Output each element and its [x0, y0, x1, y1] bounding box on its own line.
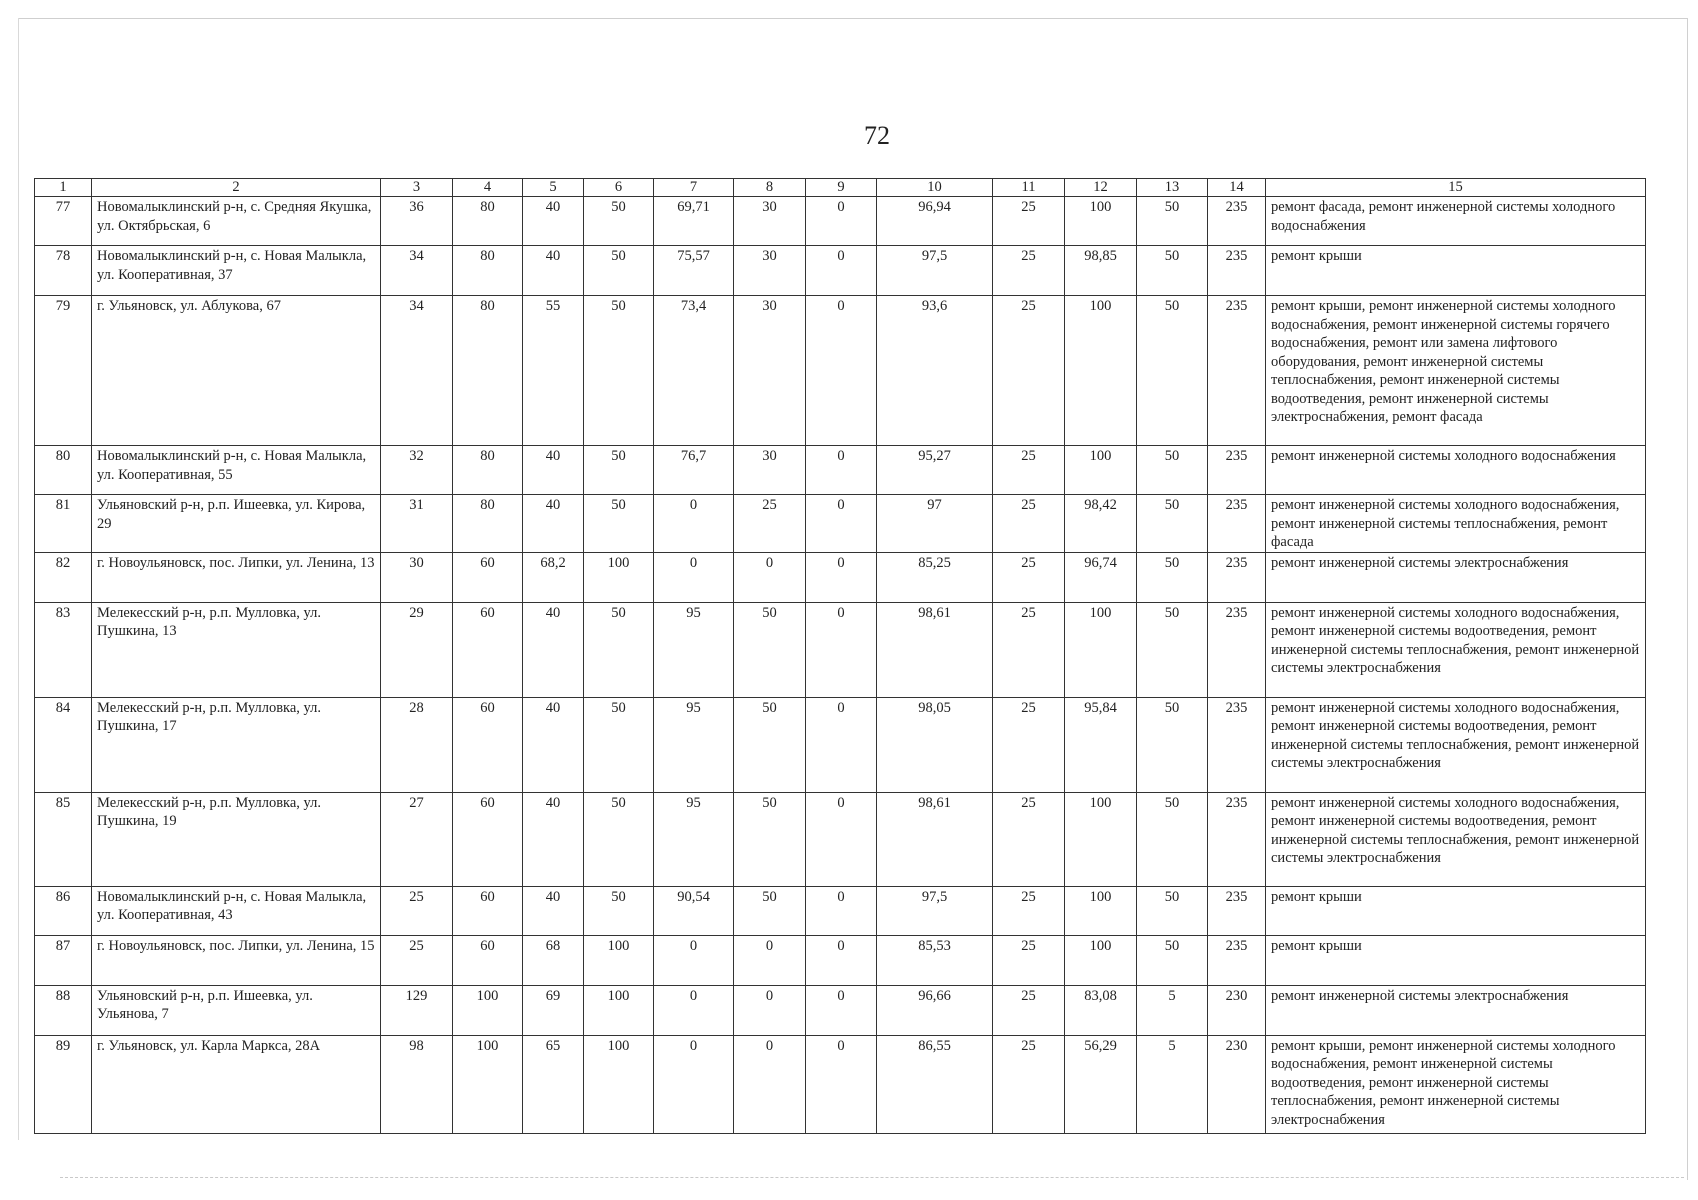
address-cell: Мелекесский р-н, р.п. Мулловка, ул. Пушкина, 13	[92, 602, 381, 697]
value-cell-c5: 40	[523, 886, 584, 935]
value-cell-c7: 69,71	[654, 197, 734, 246]
value-cell-c9: 0	[806, 697, 877, 792]
value-cell-c3: 30	[381, 552, 453, 602]
value-cell-c8: 25	[734, 495, 806, 553]
value-cell-c14: 235	[1208, 886, 1266, 935]
value-cell-c11: 25	[993, 197, 1065, 246]
value-cell-c13: 50	[1137, 552, 1208, 602]
value-cell-c10: 98,61	[877, 792, 993, 886]
value-cell-c6: 100	[584, 935, 654, 985]
value-cell-c14: 235	[1208, 552, 1266, 602]
value-cell-c3: 29	[381, 602, 453, 697]
value-cell-c10: 97,5	[877, 886, 993, 935]
value-cell-c7: 95	[654, 792, 734, 886]
work-type-cell: ремонт крыши	[1266, 886, 1646, 935]
work-type-cell: ремонт крыши	[1266, 935, 1646, 985]
value-cell-c12: 96,74	[1065, 552, 1137, 602]
address-cell: г. Новоульяновск, пос. Липки, ул. Ленина, 15	[92, 935, 381, 985]
value-cell-c9: 0	[806, 985, 877, 1035]
value-cell-c13: 50	[1137, 792, 1208, 886]
value-cell-c9: 0	[806, 296, 877, 446]
address-cell: Новомалыклинский р-н, с. Средняя Якушка, ул. Октябрьская, 6	[92, 197, 381, 246]
col-header: 3	[381, 179, 453, 197]
value-cell-c6: 50	[584, 446, 654, 495]
value-cell-c8: 50	[734, 792, 806, 886]
work-type-cell: ремонт инженерной системы холодного водоснабжения, ремонт инженерной системы водоотведения, ремонт инженерной системы теплоснабжения, ремонт инженерной системы электроснабжения	[1266, 697, 1646, 792]
work-type-cell: ремонт крыши, ремонт инженерной системы холодного водоснабжения, ремонт инженерной системы горячего водоснабжения, ремонт или замена лифтового оборудования, ремонт инженерной системы теплоснабжения, ремонт инженерной системы водоотведения, ремонт инженерной системы электроснабжения, ремонт фасада	[1266, 296, 1646, 446]
scan-edge-left	[18, 18, 19, 1140]
value-cell-c6: 50	[584, 296, 654, 446]
value-cell-c6: 50	[584, 246, 654, 296]
value-cell-c13: 50	[1137, 197, 1208, 246]
value-cell-c8: 30	[734, 446, 806, 495]
value-cell-c13: 50	[1137, 246, 1208, 296]
work-type-cell: ремонт инженерной системы холодного водоснабжения, ремонт инженерной системы теплоснабжения, ремонт фасада	[1266, 495, 1646, 553]
value-cell-c9: 0	[806, 1035, 877, 1133]
value-cell-c3: 36	[381, 197, 453, 246]
value-cell-c6: 50	[584, 602, 654, 697]
value-cell-c4: 80	[453, 246, 523, 296]
address-cell: г. Новоульяновск, пос. Липки, ул. Ленина, 13	[92, 552, 381, 602]
row-number-cell: 84	[35, 697, 92, 792]
value-cell-c10: 85,25	[877, 552, 993, 602]
work-type-cell: ремонт крыши	[1266, 246, 1646, 296]
value-cell-c10: 98,61	[877, 602, 993, 697]
value-cell-c8: 30	[734, 296, 806, 446]
value-cell-c14: 235	[1208, 602, 1266, 697]
value-cell-c11: 25	[993, 985, 1065, 1035]
address-cell: Мелекесский р-н, р.п. Мулловка, ул. Пушкина, 17	[92, 697, 381, 792]
value-cell-c14: 235	[1208, 697, 1266, 792]
value-cell-c12: 56,29	[1065, 1035, 1137, 1133]
value-cell-c5: 40	[523, 792, 584, 886]
row-number-cell: 81	[35, 495, 92, 553]
value-cell-c14: 230	[1208, 1035, 1266, 1133]
col-header: 12	[1065, 179, 1137, 197]
work-type-cell: ремонт инженерной системы холодного водоснабжения, ремонт инженерной системы водоотведения, ремонт инженерной системы теплоснабжения, ремонт инженерной системы электроснабжения	[1266, 602, 1646, 697]
value-cell-c5: 40	[523, 602, 584, 697]
value-cell-c10: 98,05	[877, 697, 993, 792]
row-number-cell: 86	[35, 886, 92, 935]
value-cell-c3: 98	[381, 1035, 453, 1133]
value-cell-c6: 50	[584, 197, 654, 246]
value-cell-c13: 50	[1137, 495, 1208, 553]
value-cell-c7: 73,4	[654, 296, 734, 446]
value-cell-c9: 0	[806, 246, 877, 296]
row-number-cell: 79	[35, 296, 92, 446]
table-body	[35, 179, 1646, 1134]
value-cell-c4: 80	[453, 446, 523, 495]
value-cell-c5: 68	[523, 935, 584, 985]
value-cell-c3: 32	[381, 446, 453, 495]
col-header: 4	[453, 179, 523, 197]
value-cell-c11: 25	[993, 246, 1065, 296]
col-header: 14	[1208, 179, 1266, 197]
work-type-cell: ремонт инженерной системы электроснабжения	[1266, 552, 1646, 602]
table-row	[35, 935, 1646, 985]
value-cell-c10: 97,5	[877, 246, 993, 296]
value-cell-c10: 97	[877, 495, 993, 553]
row-number-cell: 77	[35, 197, 92, 246]
col-header: 11	[993, 179, 1065, 197]
value-cell-c8: 30	[734, 246, 806, 296]
page-number: 72	[864, 121, 890, 150]
value-cell-c13: 50	[1137, 886, 1208, 935]
address-cell: Новомалыклинский р-н, с. Новая Малыкла, ул. Кооперативная, 55	[92, 446, 381, 495]
value-cell-c6: 100	[584, 1035, 654, 1133]
value-cell-c5: 40	[523, 246, 584, 296]
value-cell-c4: 80	[453, 197, 523, 246]
value-cell-c8: 50	[734, 697, 806, 792]
value-cell-c13: 50	[1137, 446, 1208, 495]
value-cell-c3: 28	[381, 697, 453, 792]
value-cell-c13: 5	[1137, 985, 1208, 1035]
value-cell-c11: 25	[993, 446, 1065, 495]
work-type-cell: ремонт инженерной системы холодного водоснабжения	[1266, 446, 1646, 495]
value-cell-c8: 0	[734, 985, 806, 1035]
address-cell: Мелекесский р-н, р.п. Мулловка, ул. Пушкина, 19	[92, 792, 381, 886]
table-row	[35, 886, 1646, 935]
value-cell-c10: 93,6	[877, 296, 993, 446]
table-row	[35, 792, 1646, 886]
value-cell-c7: 0	[654, 935, 734, 985]
value-cell-c9: 0	[806, 602, 877, 697]
col-header: 9	[806, 179, 877, 197]
value-cell-c12: 100	[1065, 792, 1137, 886]
value-cell-c5: 68,2	[523, 552, 584, 602]
table-row	[35, 697, 1646, 792]
value-cell-c12: 83,08	[1065, 985, 1137, 1035]
col-header: 2	[92, 179, 381, 197]
col-header: 15	[1266, 179, 1646, 197]
value-cell-c12: 100	[1065, 197, 1137, 246]
row-number-cell: 83	[35, 602, 92, 697]
value-cell-c8: 0	[734, 1035, 806, 1133]
value-cell-c14: 235	[1208, 197, 1266, 246]
value-cell-c14: 235	[1208, 792, 1266, 886]
value-cell-c14: 235	[1208, 495, 1266, 553]
value-cell-c7: 95	[654, 602, 734, 697]
value-cell-c4: 60	[453, 886, 523, 935]
table-row	[35, 985, 1646, 1035]
value-cell-c3: 27	[381, 792, 453, 886]
value-cell-c3: 34	[381, 246, 453, 296]
value-cell-c10: 96,94	[877, 197, 993, 246]
value-cell-c6: 100	[584, 552, 654, 602]
value-cell-c4: 100	[453, 1035, 523, 1133]
value-cell-c7: 0	[654, 552, 734, 602]
value-cell-c9: 0	[806, 446, 877, 495]
row-number-cell: 85	[35, 792, 92, 886]
value-cell-c4: 60	[453, 602, 523, 697]
value-cell-c4: 60	[453, 697, 523, 792]
value-cell-c6: 50	[584, 697, 654, 792]
value-cell-c14: 230	[1208, 985, 1266, 1035]
value-cell-c3: 25	[381, 935, 453, 985]
table-row	[35, 197, 1646, 246]
col-header: 13	[1137, 179, 1208, 197]
column-number-row	[35, 179, 1646, 197]
value-cell-c11: 25	[993, 602, 1065, 697]
address-cell: Новомалыклинский р-н, с. Новая Малыкла, ул. Кооперативная, 43	[92, 886, 381, 935]
row-number-cell: 89	[35, 1035, 92, 1133]
work-type-cell: ремонт инженерной системы электроснабжения	[1266, 985, 1646, 1035]
col-header: 10	[877, 179, 993, 197]
value-cell-c5: 40	[523, 197, 584, 246]
value-cell-c9: 0	[806, 792, 877, 886]
work-type-cell: ремонт фасада, ремонт инженерной системы холодного водоснабжения	[1266, 197, 1646, 246]
table-row	[35, 1035, 1646, 1133]
value-cell-c5: 69	[523, 985, 584, 1035]
value-cell-c13: 50	[1137, 602, 1208, 697]
value-cell-c12: 100	[1065, 446, 1137, 495]
value-cell-c4: 60	[453, 935, 523, 985]
value-cell-c4: 80	[453, 495, 523, 553]
scan-edge-right	[1687, 18, 1688, 1180]
value-cell-c11: 25	[993, 1035, 1065, 1133]
row-number-cell: 82	[35, 552, 92, 602]
value-cell-c7: 90,54	[654, 886, 734, 935]
value-cell-c13: 50	[1137, 296, 1208, 446]
value-cell-c11: 25	[993, 697, 1065, 792]
row-number-cell: 87	[35, 935, 92, 985]
value-cell-c4: 60	[453, 792, 523, 886]
value-cell-c11: 25	[993, 935, 1065, 985]
col-header: 7	[654, 179, 734, 197]
value-cell-c8: 50	[734, 602, 806, 697]
row-number-cell: 80	[35, 446, 92, 495]
value-cell-c6: 100	[584, 985, 654, 1035]
value-cell-c13: 5	[1137, 1035, 1208, 1133]
col-header: 6	[584, 179, 654, 197]
address-cell: Ульяновский р-н, р.п. Ишеевка, ул. Кирова, 29	[92, 495, 381, 553]
value-cell-c3: 34	[381, 296, 453, 446]
value-cell-c5: 40	[523, 446, 584, 495]
value-cell-c12: 100	[1065, 935, 1137, 985]
value-cell-c9: 0	[806, 935, 877, 985]
value-cell-c11: 25	[993, 886, 1065, 935]
value-cell-c14: 235	[1208, 246, 1266, 296]
value-cell-c13: 50	[1137, 935, 1208, 985]
value-cell-c10: 96,66	[877, 985, 993, 1035]
value-cell-c14: 235	[1208, 935, 1266, 985]
value-cell-c5: 65	[523, 1035, 584, 1133]
value-cell-c5: 40	[523, 495, 584, 553]
table-row	[35, 446, 1646, 495]
value-cell-c10: 85,53	[877, 935, 993, 985]
value-cell-c6: 50	[584, 886, 654, 935]
value-cell-c12: 98,85	[1065, 246, 1137, 296]
value-cell-c12: 98,42	[1065, 495, 1137, 553]
scan-edge-top	[18, 18, 1688, 19]
value-cell-c9: 0	[806, 495, 877, 553]
table-row	[35, 495, 1646, 553]
address-cell: г. Ульяновск, ул. Карла Маркса, 28А	[92, 1035, 381, 1133]
value-cell-c9: 0	[806, 552, 877, 602]
value-cell-c11: 25	[993, 792, 1065, 886]
value-cell-c14: 235	[1208, 446, 1266, 495]
value-cell-c5: 40	[523, 697, 584, 792]
value-cell-c3: 31	[381, 495, 453, 553]
value-cell-c3: 25	[381, 886, 453, 935]
table-row	[35, 602, 1646, 697]
value-cell-c12: 100	[1065, 602, 1137, 697]
col-header: 1	[35, 179, 92, 197]
value-cell-c6: 50	[584, 495, 654, 553]
value-cell-c12: 100	[1065, 296, 1137, 446]
value-cell-c7: 0	[654, 495, 734, 553]
table-row	[35, 296, 1646, 446]
value-cell-c8: 30	[734, 197, 806, 246]
value-cell-c8: 0	[734, 552, 806, 602]
value-cell-c4: 60	[453, 552, 523, 602]
value-cell-c9: 0	[806, 197, 877, 246]
value-cell-c8: 50	[734, 886, 806, 935]
col-header: 5	[523, 179, 584, 197]
table-row	[35, 552, 1646, 602]
value-cell-c11: 25	[993, 296, 1065, 446]
value-cell-c3: 129	[381, 985, 453, 1035]
col-header: 8	[734, 179, 806, 197]
value-cell-c11: 25	[993, 495, 1065, 553]
value-cell-c11: 25	[993, 552, 1065, 602]
value-cell-c7: 0	[654, 985, 734, 1035]
value-cell-c5: 55	[523, 296, 584, 446]
value-cell-c4: 100	[453, 985, 523, 1035]
value-cell-c7: 75,57	[654, 246, 734, 296]
value-cell-c12: 100	[1065, 886, 1137, 935]
value-cell-c10: 86,55	[877, 1035, 993, 1133]
value-cell-c12: 95,84	[1065, 697, 1137, 792]
work-type-cell: ремонт инженерной системы холодного водоснабжения, ремонт инженерной системы водоотведения, ремонт инженерной системы теплоснабжения, ремонт инженерной системы электроснабжения	[1266, 792, 1646, 886]
value-cell-c4: 80	[453, 296, 523, 446]
value-cell-c10: 95,27	[877, 446, 993, 495]
value-cell-c6: 50	[584, 792, 654, 886]
value-cell-c7: 0	[654, 1035, 734, 1133]
work-type-cell: ремонт крыши, ремонт инженерной системы холодного водоснабжения, ремонт инженерной системы водоотведения, ремонт инженерной системы теплоснабжения, ремонт инженерной системы электроснабжения	[1266, 1035, 1646, 1133]
value-cell-c8: 0	[734, 935, 806, 985]
address-cell: Ульяновский р-н, р.п. Ишеевка, ул. Ульянова, 7	[92, 985, 381, 1035]
value-cell-c14: 235	[1208, 296, 1266, 446]
value-cell-c9: 0	[806, 886, 877, 935]
table-row	[35, 246, 1646, 296]
value-cell-c7: 76,7	[654, 446, 734, 495]
row-number-cell: 78	[35, 246, 92, 296]
value-cell-c13: 50	[1137, 697, 1208, 792]
scan-edge-bottom	[60, 1177, 1684, 1178]
value-cell-c7: 95	[654, 697, 734, 792]
repair-table	[34, 178, 1646, 1134]
address-cell: г. Ульяновск, ул. Аблукова, 67	[92, 296, 381, 446]
row-number-cell: 88	[35, 985, 92, 1035]
address-cell: Новомалыклинский р-н, с. Новая Малыкла, ул. Кооперативная, 37	[92, 246, 381, 296]
